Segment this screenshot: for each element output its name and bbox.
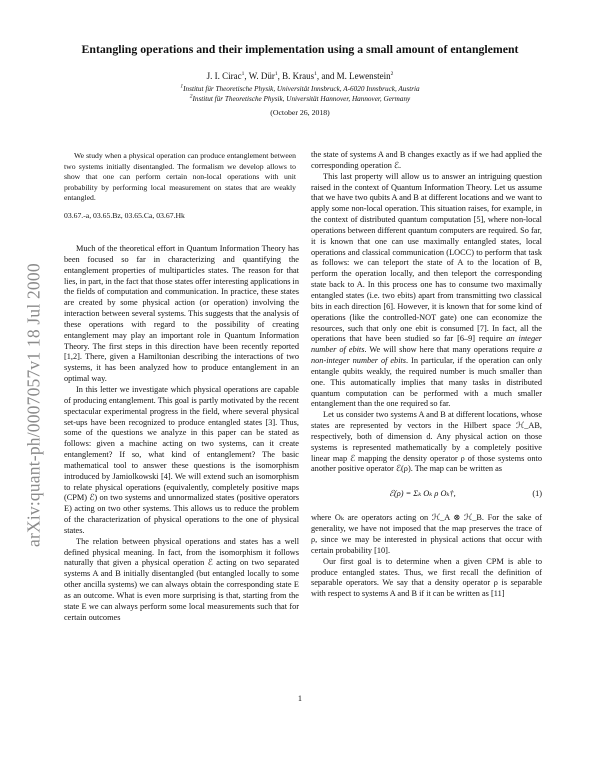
paragraph: Let us consider two systems A and B at different locations, whose states are represented by vectors in the Hilbert space ℋ_AB, respectively, both of dimension d. Any physical action on those systems is represented mathematically by a completely positive linear map ℰ mapping the density operator ρ of those systems onto another positive operator ℰ(ρ). The map can be written as	[311, 410, 542, 474]
author: and M. Lewenstein	[321, 71, 391, 81]
author-sup: 2	[390, 71, 394, 77]
affiliation-text: Institut für Theoretische Physik, Universität Hannover, Hannover, Germany	[192, 95, 411, 103]
author: J. I. Cirac	[206, 71, 242, 81]
author-sup: 1	[241, 71, 245, 77]
author-list: J. I. Cirac$^1$, W. Dür$^1$, B. Kraus$^1$, and M. Lewenstein$^2$	[206, 71, 394, 81]
paragraph: Much of the theoretical effort in Quantum Information Theory has been focused so far in characterizing and quantifying the entanglement properties of multiparticles states. The reason for that lies, in part, in the fact that those states offer interesting applications in the fields of computation and communication. In practice, these states are created by some physical action (or operation) involving the interaction between several systems. This suggests that the analysis of these operations with regard to the possibility of creating entanglement may play an important role in Quantum Information Theory. The first steps in this direction have been recently reported [1,2]. There, given a Hamiltonian describing the interactions of two systems, it has been analyzed how to produce entanglement in an optimal way.	[64, 244, 299, 384]
affiliation-sup: 1	[180, 83, 184, 90]
paragraph: The relation between physical operations and states has a well defined physical meaning. In fact, from the isomorphism it follows naturally that given a physical operation ℰ acting on two separated systems A and B initially disentangled (but entangled locally to some other ancilla systems) we can always obtain the corresponding state E as an outcome. What is even more surprising is that, starting from the state E we can always perform some local measurements such that for certain outcomes	[64, 536, 299, 622]
affiliation-2	[0, 95, 600, 104]
right-column	[311, 150, 542, 600]
author: W. Dür	[248, 71, 275, 81]
abstract: We study when a physical operation can produce entanglement between two systems initially disentangled. The formalism we develop allows to show that one can perform certain non-local operations with unit probability by performing local measurement on states that are weakly entangled.	[64, 151, 296, 202]
affiliation-text: Institut für Theoretische Physik, Universität Innsbruck, A-6020 Innsbruck, Austria	[183, 85, 420, 93]
paragraph: the state of systems A and B changes exactly as if we had applied the corresponding operation ℰ.	[311, 150, 542, 170]
text-run: This last property will allow us to answer an intriguing question raised in the context of Quantum Information Theory. Let us assume that we have two qubits A and B at different locations and we want to apply some non-local operation. This situation raises, for example, in the context of distributed quantum computation [5], where non-local operations between different quantum computers are required. So far, it is known that one can use maximally entangled states, local operations and classical communication (LOCC) to perform that task as follows: we can teleport the state of A to the location of B, perform the operation locally, and then teleport the corresponding state back to A. In this process one has to consume two maximally entangled states (i.e. two ebits) apart from transmitting two classical bits in each direction [6]. However, it is known that for some kind of operations (like the controlled-NOT gate) one can economize the resources, such that only one ebit is consumed [7]. In fact, all the operations that have been studied so far [6–9] require	[311, 171, 542, 344]
paragraph	[311, 172, 542, 411]
paragraph: In this letter we investigate which physical operations are capable of producing entanglement. This goal is partly motivated by the recent spectacular experimental progress in the field, where several physical set-ups have been recognized to produce entangled states [3]. Thus, some of the questions we analyze in this paper can be stated as follows: given a machine acting on two systems, can it create entanglement? If so, what kind of entanglement? The basic mathematical tool to answer these questions is the isomorphism introduced by Jamiolkowski [4]. We will extend such an isomorphism to relate physical operations (equivalently, completely positive maps (CPM) ℰ) on two systems and unnormalized states (positive operators E) acting on two other systems. This allows us to reduce the problem of the characterization of physical operations to the one of physical states.	[64, 384, 299, 535]
equation-1	[311, 478, 542, 510]
author-sup: 1	[314, 71, 317, 77]
affiliation-sup: 2	[189, 93, 193, 100]
left-column	[64, 244, 299, 624]
paragraph: Our first goal is to determine when a given CPM is able to produce entangled states. Thus, we first recall the definition of separable operators. We say that a density operator ρ is separable with respect to systems A and B if it can be written as [11]	[311, 556, 542, 599]
author: B. Kraus	[282, 71, 315, 81]
paragraph: where Oₖ are operators acting on ℋ_A ⊗ ℋ_B. For the sake of generality, we have not imposed that the map preserves the trace of ρ, since we may be interested in physical actions that occur with certain probability [10].	[311, 513, 542, 555]
equation-body: ℰ(ρ) = Σₖ Oₖ ρ Oₖ†,	[389, 488, 456, 498]
author-sup: 1	[274, 71, 278, 77]
page-number: 1	[297, 694, 303, 703]
pacs-codes: 03.67.-a, 03.65.Bz, 03.65.Ca, 03.67.Hk	[64, 211, 185, 220]
emphasis: a non-integer number of ebits	[311, 345, 542, 366]
text-run: . In particular, if the operation can only entangle qubits weakly, the required number is much smaller than one. This automatically implies that many tasks in distributed quantum computation can be performed with a much smaller entanglement than the one required so far.	[311, 356, 542, 409]
text-run: . We will show here that many operations require	[364, 345, 535, 355]
emphasis: an integer number of ebits	[311, 334, 543, 355]
equation-number: (1)	[532, 488, 542, 498]
arxiv-watermark: arXiv:quant-ph/0007057v1 18 Jul 2000	[23, 263, 44, 547]
paper-date: (October 26, 2018)	[270, 108, 330, 117]
affiliation-1	[0, 85, 600, 94]
paper-title: Entangling operations and their implementation using a small amount of entanglement	[81, 42, 519, 56]
